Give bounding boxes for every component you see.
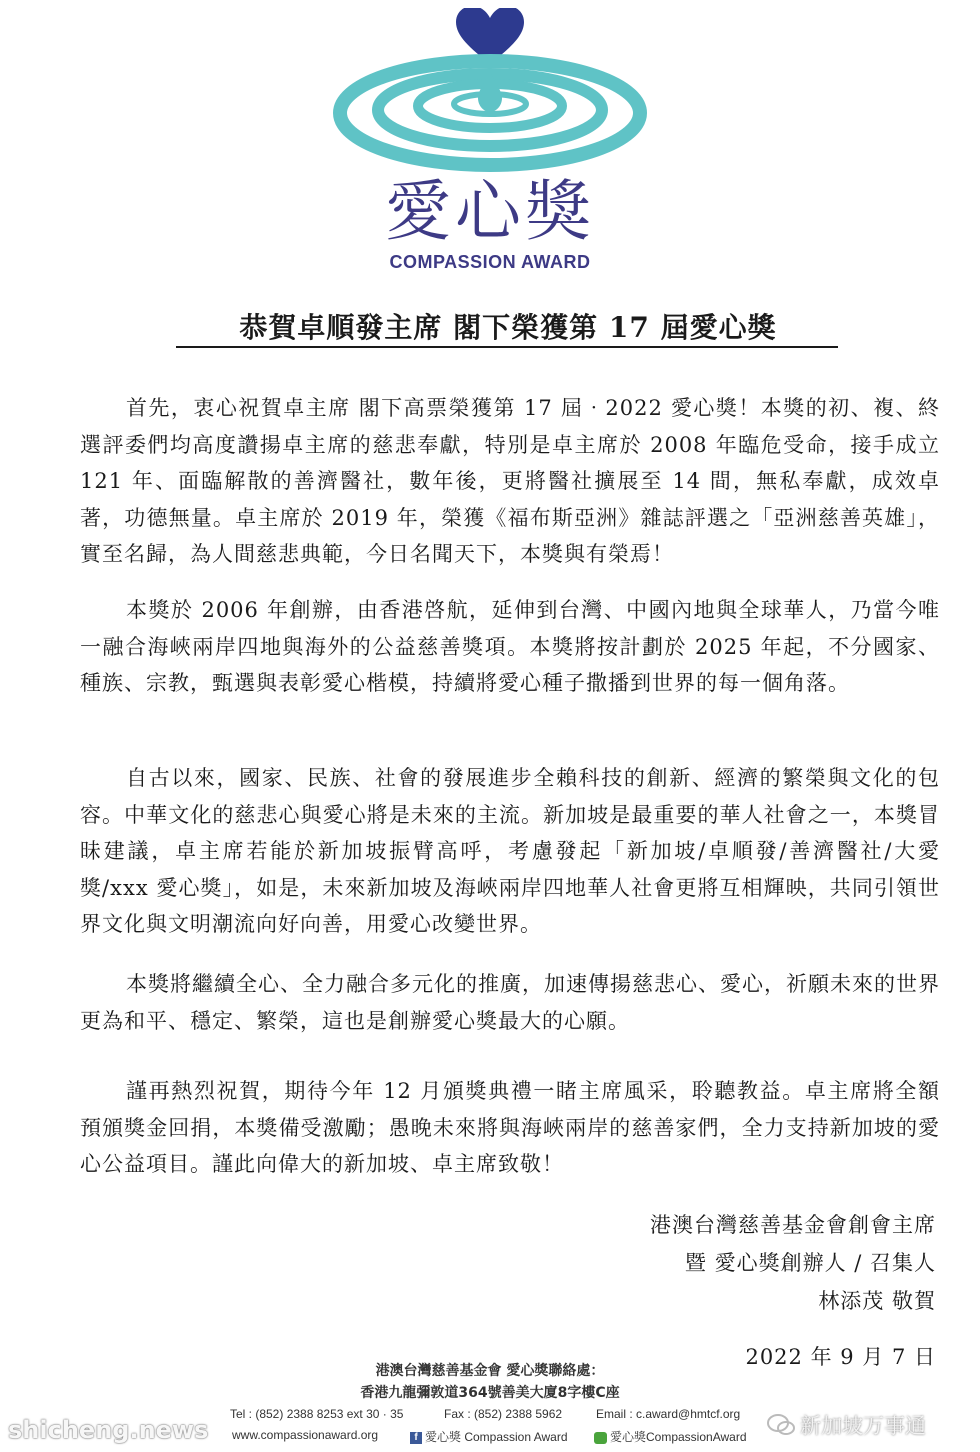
wechat-icon: [594, 1432, 607, 1444]
wechat-label: 愛心獎CompassionAward: [610, 1430, 747, 1444]
paragraph-1: 首先，衷心祝賀卓主席 閣下高票榮獲第 17 屆‧2022 愛心獎！本獎的初、複、終選評委們均高度讚揚卓主席的慈悲奉獻，特別是卓主席於 2008 年臨危受命，接手成立 121 年、面臨解散的善濟醫社，數年後，更將醫社擴展至 14 間，無私奉獻，成效卓著，功德無量。卓主席於 2019 年，榮獲《福布斯亞洲》雜誌評選之「亞洲慈善英雄」，實至名歸，為人間慈悲典範，今日名聞天下，本獎與有榮焉！: [80, 396, 940, 566]
footer-fax: Fax : (852) 2388 5962: [444, 1407, 563, 1421]
title-underline: [176, 346, 838, 348]
signature-name: 林添茂 敬賀: [818, 1289, 936, 1313]
wechat-watermark-icon: [766, 1413, 796, 1437]
footer-facebook[interactable]: [410, 1428, 568, 1445]
paragraph-5: 謹再熱烈祝賀，期待今年 12 月頒獎典禮一睹主席風采，聆聽教益。卓主席將全額預頒獎金回捐，本獎備受激勵；愚晚未來將與海峽兩岸的慈善家們，全力支持新加坡的愛心公益項目。謹此向偉大的新加坡、卓主席致敬！: [80, 1079, 940, 1176]
footer-address: 香港九龍彌敦道364號善美大廈8字樓C座: [360, 1385, 620, 1401]
compassion-award-logo: [0, 0, 980, 290]
watermark-right: 新加坡万事通: [800, 1414, 926, 1438]
facebook-icon: f: [410, 1432, 422, 1444]
paragraph-4: 本獎將繼續全心、全力融合多元化的推廣，加速傳揚慈悲心、愛心，祈願未來的世界更為和平、穩定、繁榮，這也是創辦愛心獎最大的心願。: [80, 972, 940, 1033]
paragraph-2: 本獎於 2006 年創辦，由香港啓航，延伸到台灣、中國內地與全球華人，乃當今唯一融合海峽兩岸四地與海外的公益慈善獎項。本獎將按計劃於 2025 年起，不分國家、種族、宗教，甄選與表彰愛心楷模，持續將愛心種子撒播到世界的每一個角落。: [80, 598, 940, 695]
facebook-label: 愛心獎 Compassion Award: [425, 1430, 568, 1444]
ripple-heart-icon: [320, 8, 660, 178]
brand-name-english: COMPASSION AWARD: [389, 252, 591, 272]
brand-name-chinese: 愛心獎: [385, 173, 595, 250]
letter-title: 恭賀卓順發主席 閣下榮獲第 17 屆愛心獎: [239, 311, 777, 344]
footer-tel: Tel : (852) 2388 8253 ext 30 · 35: [230, 1407, 404, 1421]
watermark-left: shicheng.news: [8, 1416, 209, 1444]
footer-wechat[interactable]: [594, 1428, 747, 1445]
signature-role: 暨 愛心獎創辦人 / 召集人: [684, 1251, 936, 1275]
paragraph-3: 自古以來，國家、民族、社會的發展進步全賴科技的創新、經濟的繁榮與文化的包容。中華文化的慈悲心與愛心將是未來的主流。新加坡是最重要的華人社會之一，本獎冒昧建議，卓主席若能於新加坡振臂高呼，考慮發起「新加坡/卓順發/善濟醫社/大愛獎/xxx 愛心獎」，如是，未來新加坡及海峽兩岸四地華人社會更將互相輝映，共同引領世界文化與文明潮流向好向善，用愛心改變世界。: [80, 766, 940, 936]
footer-org: 港澳台灣慈善基金會 愛心獎聯絡處：: [375, 1363, 605, 1379]
footer-website[interactable]: www.compassionaward.org: [232, 1428, 379, 1442]
letter-date: 2022 年 9 月 7 日: [745, 1345, 936, 1369]
footer-email[interactable]: Email : c.award@hmtcf.org: [596, 1407, 741, 1421]
signature-title: 港澳台灣慈善基金會創會主席: [650, 1213, 936, 1237]
